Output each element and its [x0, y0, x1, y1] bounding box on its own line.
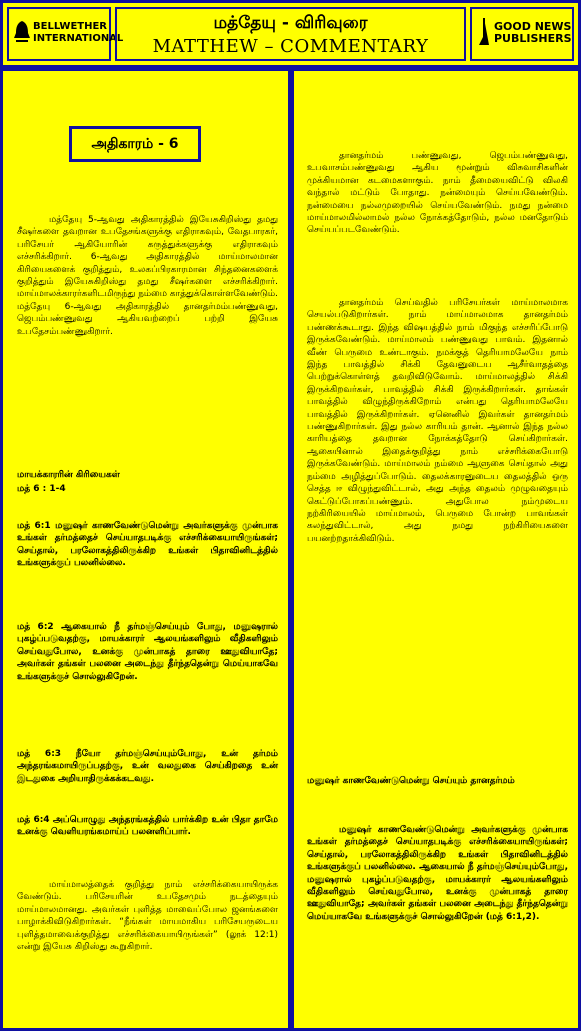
verse-6-4-text: மத் 6:4 அப்பொழுது அந்தரங்கத்தில் பார்க்கிற உன் பிதா தாமே உனக்கு வெளியரங்கமாய்ப் பலனளிப்பார். — [17, 815, 278, 838]
closing-text: மாய்மாலத்தைக் குறித்து நாம் எச்சரிக்கையாயிருக்க வேண்டும். பரிசேயரின் உபதேசமும் நடத்தையும் மாய்மாலமானது. அவர்கள் புளித்த மாவைப்போல ஜனங்களை பாழாக்கிவிடுகிறார்கள். “நீங்கள் மாயமாகிய பரிசேயருடைய புளித்தமாவைக்குறித்து எச்சரிக்கையாயிருங்கள்” (லூக் 12:1) என்று இயேசு கிறிஸ்து கூறுகிறார். — [17, 880, 278, 953]
section-reference: மத் 6 : 1-4 — [17, 484, 66, 494]
bellwether-logo — [7, 7, 124, 61]
bellwether-logo-text: BELLWETHER INTERNATIONAL — [33, 21, 124, 44]
intro-paragraph — [17, 214, 278, 338]
hypocrisy-text: தானதர்மம் செய்வதில் பரிசேயர்கள் மாய்மாலமாக செயல்படுகிறார்கள். நாம் மாய்மாலமாக தானதர்மம் பண்ணக்கூடாது. இந்த விஷயத்தில் நாம் மிகுந்த எச்சரிப்போடு இருக்கவேண்டும். மாய்மாலம் பண்ணுவது பாவம். இதனால் வீண் பெருமை உண்டாகும். நமக்குத் தெரியாமலேயே நாம் இந்த பாவத்தில் சிக்கி தேவனுடைய ஆசீர்வாதத்தை பெற்றுக்கொள்ளத் தவறிவிடுவோம். மாய்மாலத்தில் சிக்கி இருக்கிறவர்கள், பாவத்தில் சிக்கி இருக்கிறார்கள். தாங்கள் பாவத்தில் விழுந்திருக்கிறோம் என்பது தெரியாமலேயே பாவத்தில் இருக்கிறார்கள். ஏனெனில் இவர்கள் தானதர்மம் பண்ணுகிறார்கள். இது நல்ல காரியம் தான். ஆனால் இந்த நல்ல காரியத்தை தவறான நோக்கத்தோடு செய்கிறார்கள். ஆகையினால் இதைக்குறித்து நாம் எச்சரிக்கையோடு இருக்கவேண்டும். மாய்மாலம் நம்மை ஆளுகை செய்தால் அது நம்மை அழித்துப்போடும். தைலக்காரனுடைய தைலத்தில் ஒரு செத்த ஈ விழுந்துவிட்டால், அது அந்த தைலம் முழுவதையும் கெட்டுப்போகப்பண்ணும். அதுபோல நம்முடைய நற்கிரியையில் மாய்மாலம், பெருமை போன்ற பாவங்கள் கலந்துவிட்டால், அது நமது நற்கிரியைகளை பயனற்றதாக்கிவிடும். — [307, 298, 568, 544]
verse-6-3-text: மத் 6:3 நீயோ தர்மஞ்செய்யும்போது, உன் தர்மம் அந்தரங்கமாயிருப்பதற்கு, உன் வலதுகை செய்கிறதை உன் இடதுகை அறியாதிருக்கக்கடவது. — [17, 749, 278, 784]
hypocrisy-paragraph — [307, 297, 568, 545]
left-column — [0, 68, 291, 1031]
verse-6-2-text: மத் 6:2 ஆகையால் நீ தர்மஞ்செய்யும் போது, மனுஷரால் புகழ்ப்படுவதற்கு, மாயக்காரர் ஆலயங்களிலும் வீதிகளிலும் செய்வதுபோல, உனக்கு முன்பாகத் தாரை ஊதுவியாதே; அவர்கள் தங்கள் பலனை அடைந்து தீர்ந்ததென்று மெய்யாகவே உங்களுக்குச் சொல்லுகிறேன். — [17, 622, 278, 682]
bell-icon — [13, 19, 31, 45]
verse-6-4 — [17, 814, 278, 839]
page-title-tamil: மத்தேயு - விரிவுரை — [213, 13, 368, 33]
quote-paragraph — [307, 824, 568, 923]
section-heading-block — [17, 468, 278, 496]
verse-6-2 — [17, 621, 278, 683]
good-news-logo-text: GOOD NEWS PUBLISHERS — [494, 20, 572, 45]
section-heading: மாயக்காரரின் கிரியைகள் — [17, 470, 120, 480]
chapter-box: அதிகாரம் - 6 — [69, 126, 201, 162]
quote-text: மனுஷர் காணவேண்டுமென்று அவர்களுக்கு முன்பாக உங்கள் தர்மத்தைச் செய்யாதபடிக்கு எச்சரிக்கையாயிருங்கள்; செய்தால், பரலோகத்திலிருக்கிற உங்கள் பிதாவினிடத்தில் உங்களுக்குப் பலனில்லை. ஆகையால் நீ தர்மஞ்செய்யும்போது, மனுஷரால் புகழ்ப்படுவதற்கு, மாயக்காரர் ஆலயங்களிலும் வீதிகளிலும் செய்வதுபோல, உனக்கு முன்பாகத் தாரை ஊதுவியாதே; அவர்கள் தங்கள் பலனை அடைந்து தீர்ந்ததென்று மெய்யாகவே உங்களுக்குச் சொல்லுகிறேன் (மத் 6:1,2). — [307, 825, 568, 922]
closing-paragraph — [17, 879, 278, 953]
duties-paragraph — [307, 150, 568, 237]
verse-6-1-text: மத் 6:1 மனுஷர் காணவேண்டுமென்று அவர்களுக்கு முன்பாக உங்கள் தர்மத்தைச் செய்யாதபடிக்கு எச்சரிக்கையாயிருங்கள்; செய்தால், பரலோகத்திலிருக்கிற உங்கள் பிதாவினிடத்தில் உங்களுக்குப் பலனில்லை. — [17, 521, 278, 569]
section-heading-right-text: மனுஷர் காணவேண்டுமென்று செய்யும் தானதர்மம் — [307, 776, 515, 786]
trumpet-icon — [476, 17, 492, 47]
header-banner — [0, 0, 581, 68]
page-title-english: MATTHEW – COMMENTARY — [152, 36, 429, 57]
verse-6-1 — [17, 520, 278, 570]
duties-text: தானதர்மம் பண்ணுவது, ஜெபம்பண்ணுவது, உபவாசம்பண்ணுவது ஆகிய மூன்றும் விசுவாசிகளின் முக்கியமான கடமைகளாகும். நாம் தீமையைவிட்டு விலகி வந்தால் மட்டும் போதாது. நன்மையும் செய்யவேண்டும். நன்மையை நல்லமுறையில் செய்யவேண்டும். நமது நன்மை மாய்மாலமில்லாமல் நல்ல நோக்கத்தோடும், நல்ல மனதோடும் செய்யப்படவேண்டும். — [307, 151, 568, 236]
section-heading-right — [307, 774, 568, 788]
title-box — [115, 7, 466, 61]
verse-6-3 — [17, 748, 278, 785]
right-column — [291, 68, 581, 1031]
good-news-logo — [470, 7, 574, 61]
intro-text: மத்தேயு 5-ஆவது அதிகாரத்தில் இயேசுகிறிஸ்து தமது சீஷர்களை தவறான உபதேசங்களுக்கு எதிராகவும், வேதபாரகர், பரிசேயர் ஆகியோரின் கருத்துக்களுக்கு எதிராகவும் எச்சரிக்கிறார். 6-ஆவது அதிகாரத்தில் மாய்மாலமான கிரியைகளைக் குறித்தும், உலகப்பிரகாரமான சிந்தனைகளைக் குறித்தும் இயேசுகிறிஸ்து தமது சீஷர்களை எச்சரிக்கிறார். மாய்மாலக்காரர்களிடமிருந்து நம்மை காத்துக்கொள்ளவேண்டும். மத்தேயு 6-ஆவது அதிகாரத்தில் தானதர்மம்பண்ணுவது, ஜெபம்பண்ணுவது ஆகியவற்றைப் பற்றி இயேசு உபதேசம்பண்ணுகிறார். — [17, 215, 278, 337]
